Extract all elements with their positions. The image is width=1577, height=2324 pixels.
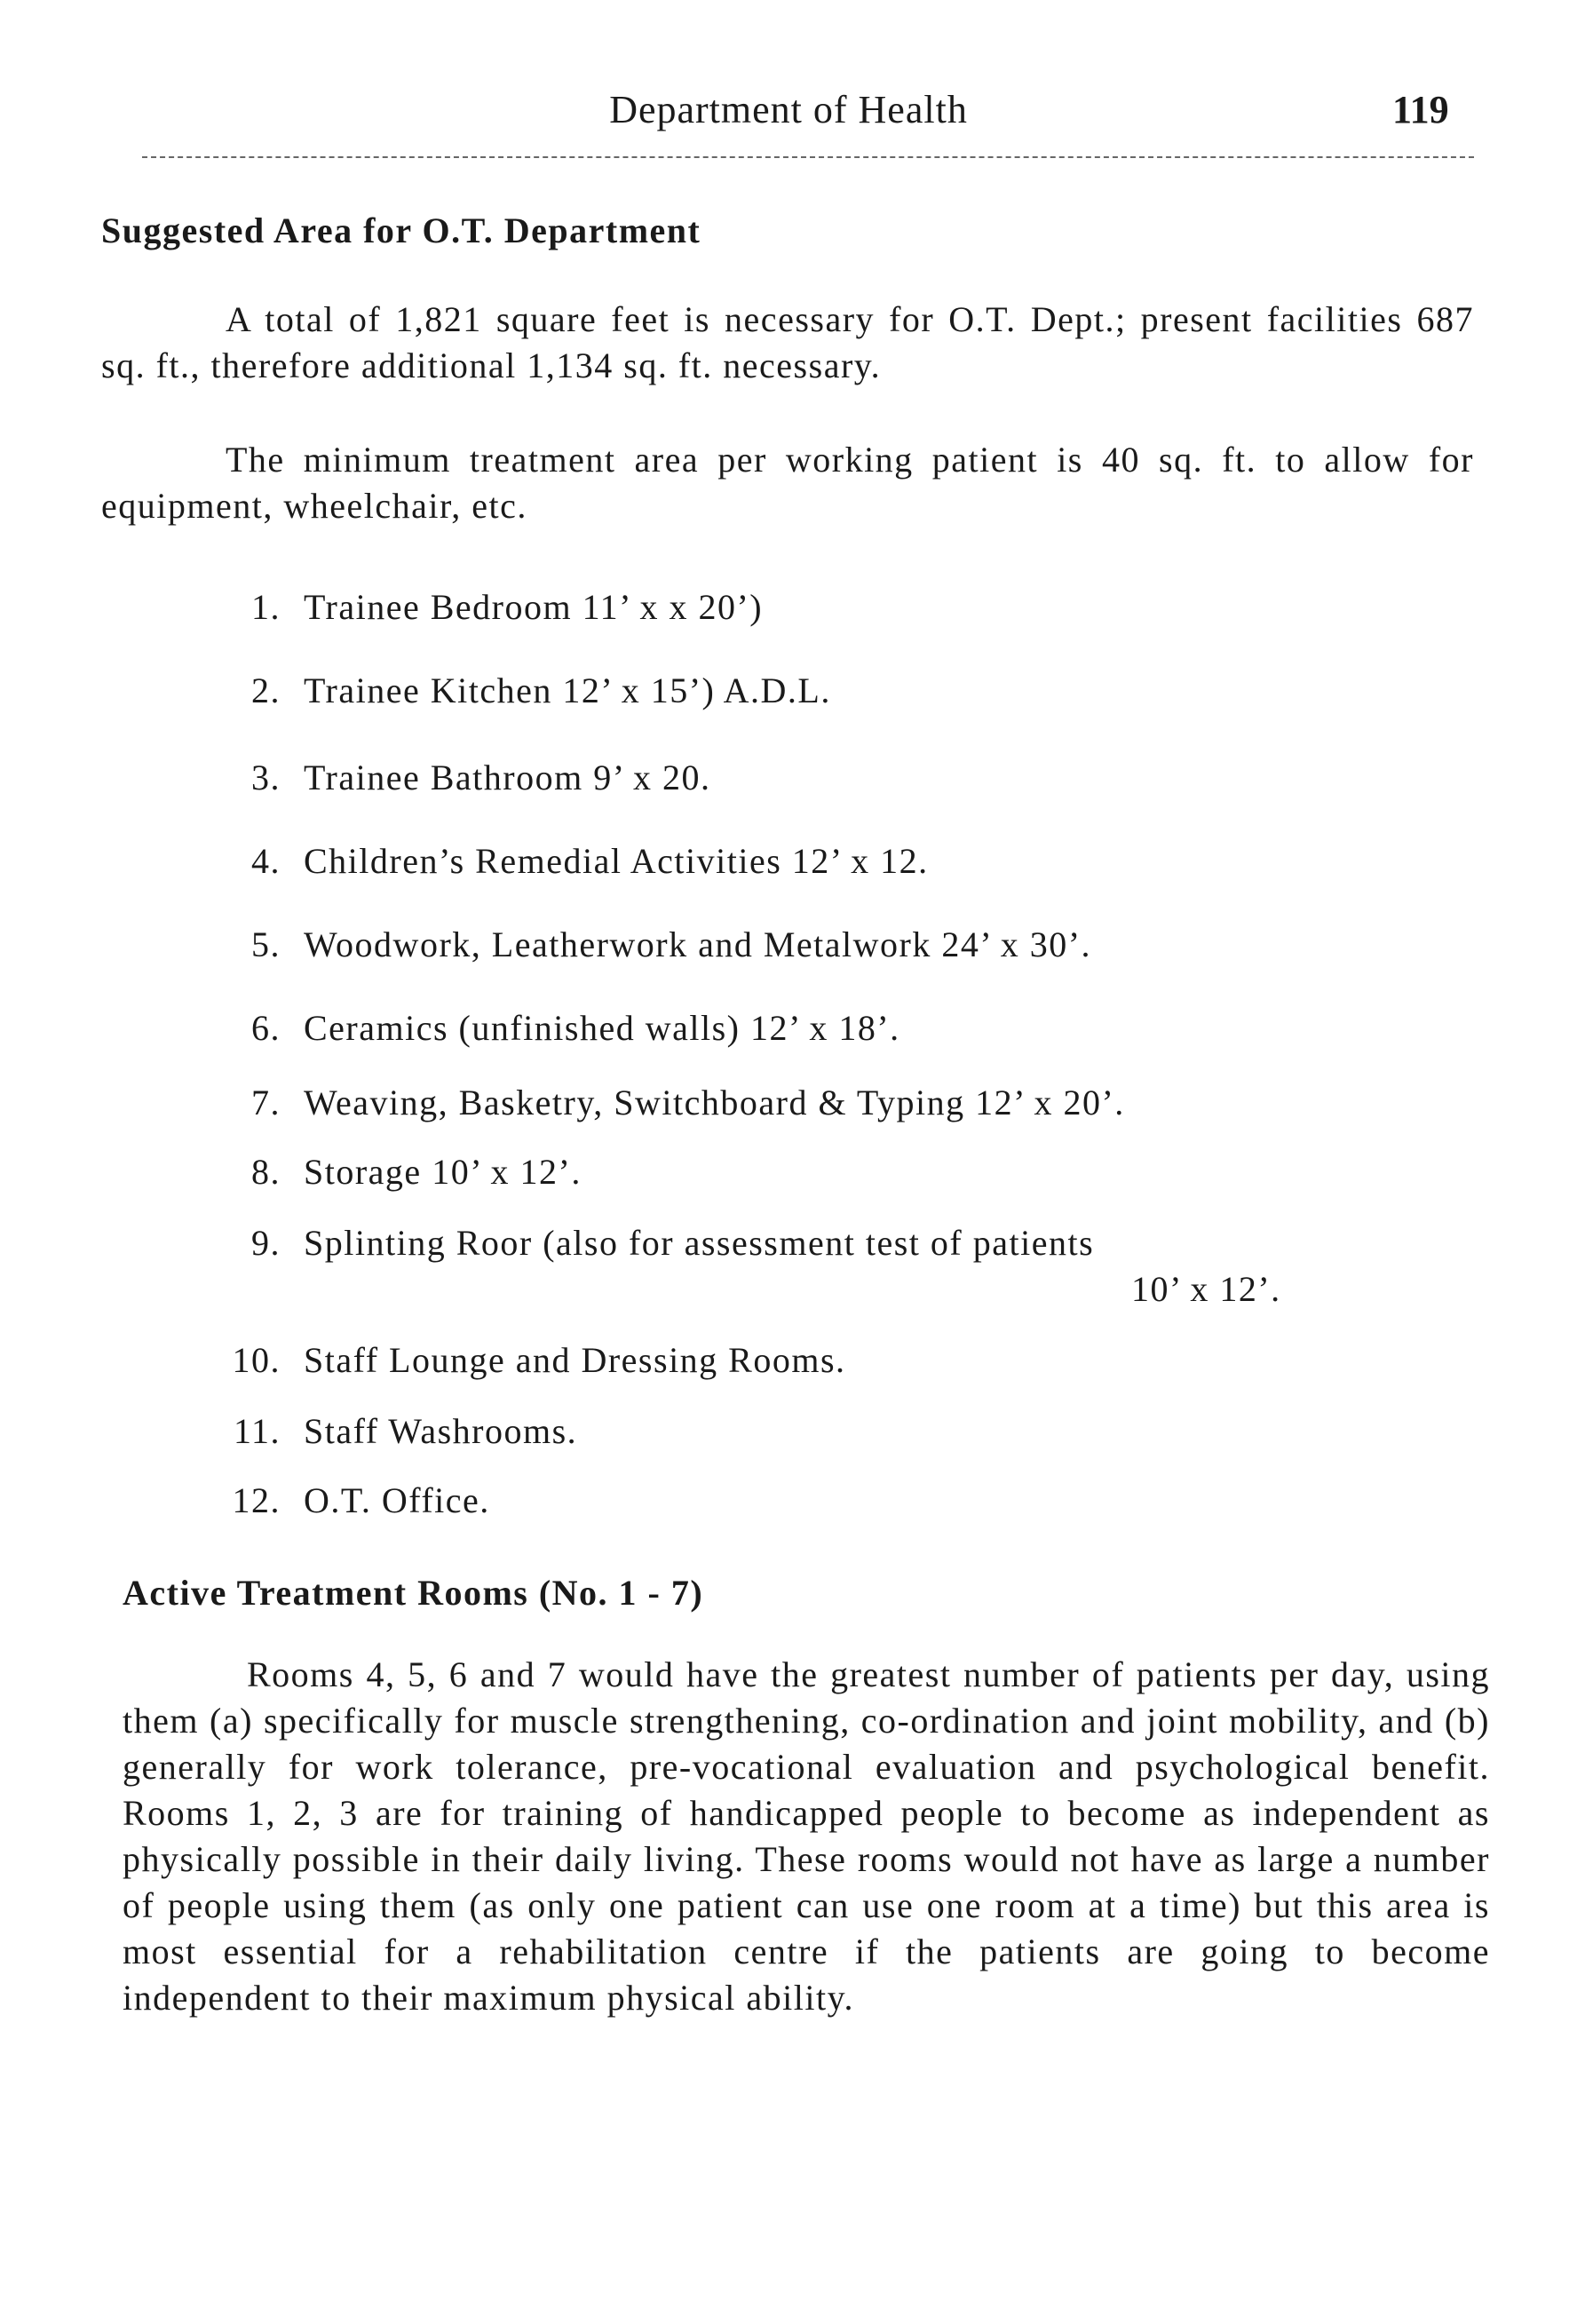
- list-item-continuation: 10’ x 12’.: [1131, 1269, 1281, 1309]
- list-item: [251, 840, 929, 882]
- list-item-number: 1.: [251, 587, 281, 627]
- list-item: [251, 670, 831, 711]
- list-item: [251, 1222, 1095, 1264]
- list-item: [251, 1082, 1125, 1123]
- list-item-number: 2.: [251, 670, 281, 710]
- list-item: [232, 1339, 846, 1381]
- list-item-text: Splinting Roor (also for assessment test of patients: [304, 1223, 1095, 1263]
- list-item-number: 7.: [251, 1083, 281, 1122]
- list-item: [233, 1410, 578, 1452]
- list-item-number: 4.: [251, 841, 281, 881]
- paragraph-total-area: A total of 1,821 square feet is necessary for O.T. Dept.; present facilities 687 sq. ft., therefore additional 1,134 sq. ft. necessary.: [101, 299, 1474, 385]
- list-item-number: 11.: [233, 1411, 281, 1451]
- list-item-text: Trainee Bathroom 9’ x 20.: [304, 757, 711, 797]
- list-item-text: Trainee Kitchen 12’ x 15’) A.D.L.: [304, 670, 831, 710]
- list-item: [251, 1151, 582, 1193]
- list-item-number: 5.: [251, 924, 281, 964]
- list-item-text: Trainee Bedroom 11’ x x 20’): [304, 587, 764, 627]
- list-item-text: Staff Washrooms.: [304, 1411, 578, 1451]
- list-item-text: O.T. Office.: [304, 1480, 490, 1520]
- header-rule: [142, 156, 1474, 158]
- list-item: [251, 924, 1092, 965]
- list-item-text: Children’s Remedial Activities 12’ x 12.: [304, 841, 929, 881]
- paragraph-minimum-area: The minimum treatment area per working patient is 40 sq. ft. to allow for equipment, wheelchair, etc.: [101, 440, 1474, 526]
- list-item-number: 12.: [232, 1480, 281, 1520]
- page-number: 119: [1392, 88, 1449, 131]
- list-item: [251, 757, 711, 798]
- section-heading-suggested-area: Suggested Area for O.T. Department: [101, 210, 701, 250]
- section-heading-active-treatment: Active Treatment Rooms (No. 1 - 7): [123, 1573, 704, 1613]
- list-item-number: 3.: [251, 757, 281, 797]
- list-item-number: 9.: [251, 1223, 281, 1263]
- list-item: [251, 586, 764, 628]
- list-item-number: 8.: [251, 1152, 281, 1192]
- paragraph-active-treatment: Rooms 4, 5, 6 and 7 would have the greatest number of patients per day, using them (a) specifically for muscle strengthening, co-ordination and joint mobility, and (b) generally for work tolerance, pre-vocational evaluation and psychological benefit. Rooms 1, 2, 3 are for training of handicapped people to become as independent as physically possible in their daily living. These rooms would not have as large a number of people using them (as only one patient can use one room at a time) but this area is most essential for a rehabilitation centre if the patients are going to become independent to their maximum physical ability.: [123, 1654, 1490, 2018]
- running-header: Department of Health: [609, 88, 968, 131]
- list-item: [232, 1479, 490, 1521]
- list-item-text: Weaving, Basketry, Switchboard & Typing 12’ x 20’.: [304, 1083, 1125, 1122]
- list-item-text: Woodwork, Leatherwork and Metalwork 24’ x 30’.: [304, 924, 1092, 964]
- list-item-number: 6.: [251, 1008, 281, 1048]
- list-item-text: Ceramics (unfinished walls) 12’ x 18’.: [304, 1008, 900, 1048]
- list-item-number: 10.: [232, 1340, 281, 1380]
- list-item-text: Staff Lounge and Dressing Rooms.: [304, 1340, 846, 1380]
- list-item: [251, 1007, 900, 1049]
- list-item-text: Storage 10’ x 12’.: [304, 1152, 582, 1192]
